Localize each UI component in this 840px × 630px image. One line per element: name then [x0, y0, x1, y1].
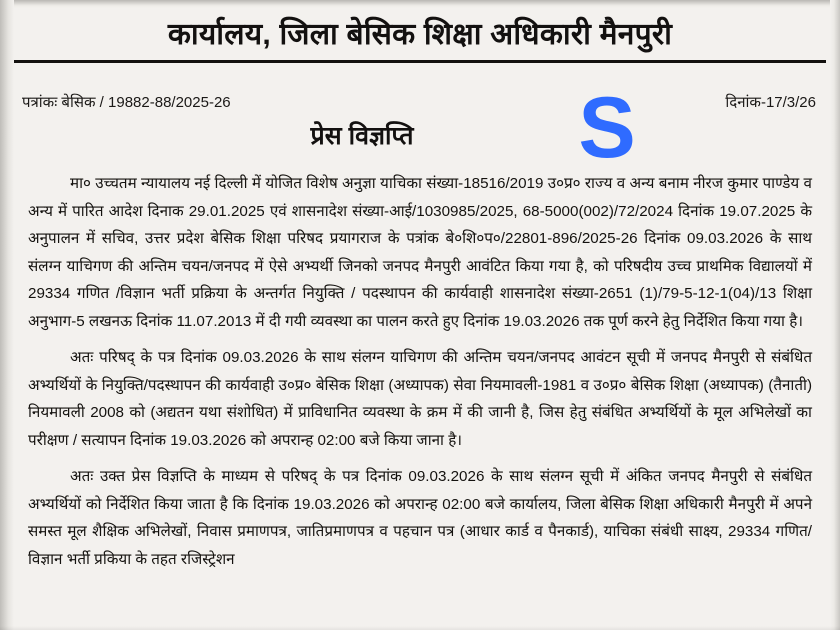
- letter-number: पत्रांकः बेसिक / 19882-88/2025-26: [22, 94, 231, 111]
- paper-edge-right: [830, 0, 840, 630]
- watermark-letter: S: [578, 80, 636, 176]
- letter-meta-row: [22, 92, 822, 112]
- document-header: [14, 12, 826, 63]
- paper-edge-left: [0, 0, 14, 630]
- letter-date: दिनांक-17/3/26: [725, 94, 816, 111]
- page-bottom-fade: [0, 626, 840, 630]
- press-release-heading: प्रेस विज्ञप्ति: [310, 122, 414, 150]
- press-release-heading-wrap: [0, 118, 840, 152]
- document-body: [28, 170, 812, 573]
- paragraph-1: मा० उच्चतम न्यायालय नई दिल्ली में योजित विशेष अनुज्ञा याचिका संख्या-18516/2019 उ०प्र० राज्य व अन्य बनाम नीरज कुमार पाण्डेय व अन्य में पारित आदेश दिनाक 29.01.2025 एवं शासनादेश संख्या-आई/1030985/2025, 68-5000(002)/72/2024 दिनांक 19.07.2025 के अनुपालन में सचिव, उत्तर प्रदेश बेसिक शिक्षा परिषद प्रयागराज के पत्रांक बे०शि०प०/22801-896/2025-26 दिनांक 09.03.2026 के साथ संलग्न याचिगण की अन्तिम चयन/जनपद में ऐसे अभ्यर्थी जिनको जनपद मैनपुरी आवंटित किया गया है, को परिषदीय उच्च प्राथमिक विद्यालयों में 29334 गणित /विज्ञान भर्ती प्रक्रिया के अन्तर्गत नियुक्ति / पदस्थापन की कार्यवाही शासनादेश संख्या-2651 (1)/79-5-12-1(04)/13 शिक्षा अनुभाग-5 लखनऊ दिनांक 11.07.2013 में दी गयी व्यवस्था का पालन करते हुए दिनांक 19.03.2026 तक पूर्ण करने हेतु निर्देशित किया गया है।: [28, 175, 812, 330]
- paper-edge-top: [0, 0, 840, 8]
- paragraph-2: अतः परिषद् के पत्र दिनांक 09.03.2026 के साथ संलग्न याचिगण की अन्तिम चयन/जनपद आवंटन सूची में जनपद मैनपुरी से संबंधित अभ्यर्थियों के नियुक्ति/पदस्थापन की कार्यवाही उ०प्र० बेसिक शिक्षा (अध्यापक) सेवा नियमावली-1981 व उ०प्र० बेसिक शिक्षा (अध्यापक) (तैनाती) नियमावली 2008 को (अद्यतन यथा संशोधित) में प्राविधानित व्यवस्था के क्रम में की जानी है, जिस हेतु संबंधित अभ्यर्थियों के मूल अभिलेखों का परीक्षण / सत्यापन दिनांक 19.03.2026 को अपरान्ह 02:00 बजे किया जाना है।: [28, 349, 812, 449]
- paragraph-3: अतः उक्त प्रेस विज्ञप्ति के माध्यम से परिषद् के पत्र दिनांक 09.03.2026 के साथ संलग्न सूची में अंकित जनपद मैनपुरी से संबंधित अभ्यर्थियों को निर्देशित किया जाता है कि दिनांक 19.03.2026 को अपरान्ह 02:00 बजे कार्यालय, जिला बेसिक शिक्षा अधिकारी मैनपुरी में अपने समस्त मूल शैक्षिक अभिलेखों, निवास प्रमाणपत्र, जातिप्रमाणपत्र व पहचान पत्र (आधार कार्ड व पैनकार्ड), याचिका संबंधी साक्ष्य, 29334 गणित/विज्ञान भर्ती प्रकिया के तहत रजिस्ट्रेशन: [28, 468, 812, 568]
- office-title: कार्यालय, जिला बेसिक शिक्षा अधिकारी मैनपुरी: [167, 18, 673, 51]
